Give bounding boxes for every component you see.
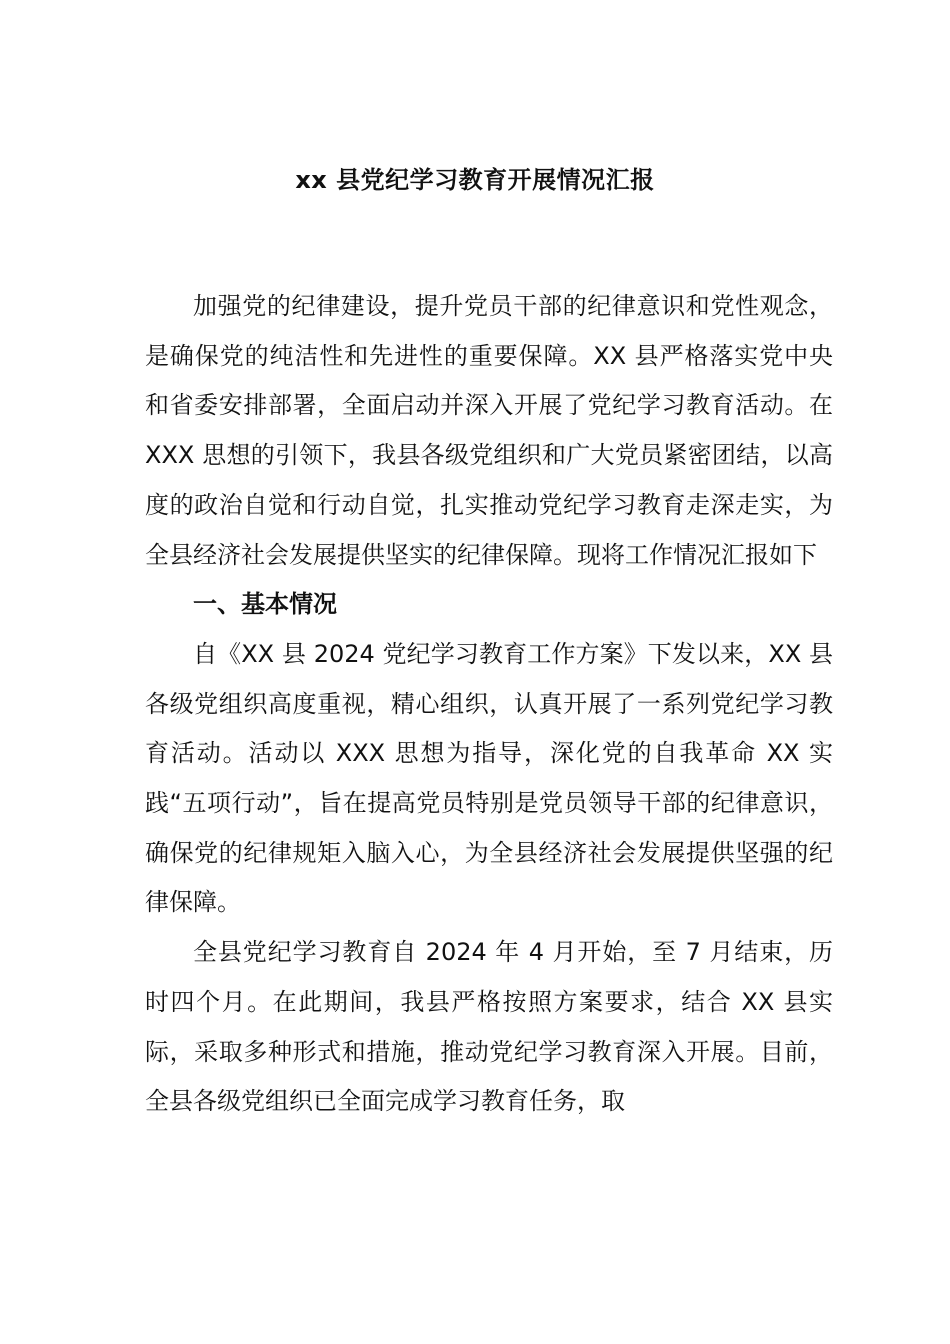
document-body — [145, 282, 833, 1127]
paragraph-intro: 加强党的纪律建设，提升党员干部的纪律意识和党性观念，是确保党的纯洁性和先进性的重要保障。XX 县严格落实党中央和省委安排部署，全面启动并深入开展了党纪学习教育活动。在 XXX 思想的引领下，我县各级党组织和广大党员紧密团结，以高度的政治自觉和行动自觉，扎实推动党纪学习教育走深走实，为全县经济社会发展提供坚实的纪律保障。现将工作情况汇报如下 — [145, 292, 833, 569]
paragraph-basic-situation-1: 自《XX 县 2024 党纪学习教育工作方案》下发以来，XX 县各级党组织高度重视，精心组织，认真开展了一系列党纪学习教育活动。活动以 XXX 思想为指导，深化党的自我革命 XX 实践“五项行动”，旨在提高党员特别是党员领导干部的纪律意识，确保党的纪律规矩入脑入心，为全县经济社会发展提供坚强的纪律保障。 — [145, 639, 833, 917]
section-heading-basic-situation: 一、基本情况 — [193, 590, 337, 619]
paragraph-basic-situation-2: 全县党纪学习教育自 2024 年 4 月开始，至 7 月结束，历时四个月。在此期间，我县严格按照方案要求，结合 XX 县实际，采取多种形式和措施，推动党纪学习教育深入开展。目前，全县各级党组织已全面完成学习教育任务，取 — [145, 938, 833, 1116]
document-title: xx 县党纪学习教育开展情况汇报 — [295, 166, 655, 194]
